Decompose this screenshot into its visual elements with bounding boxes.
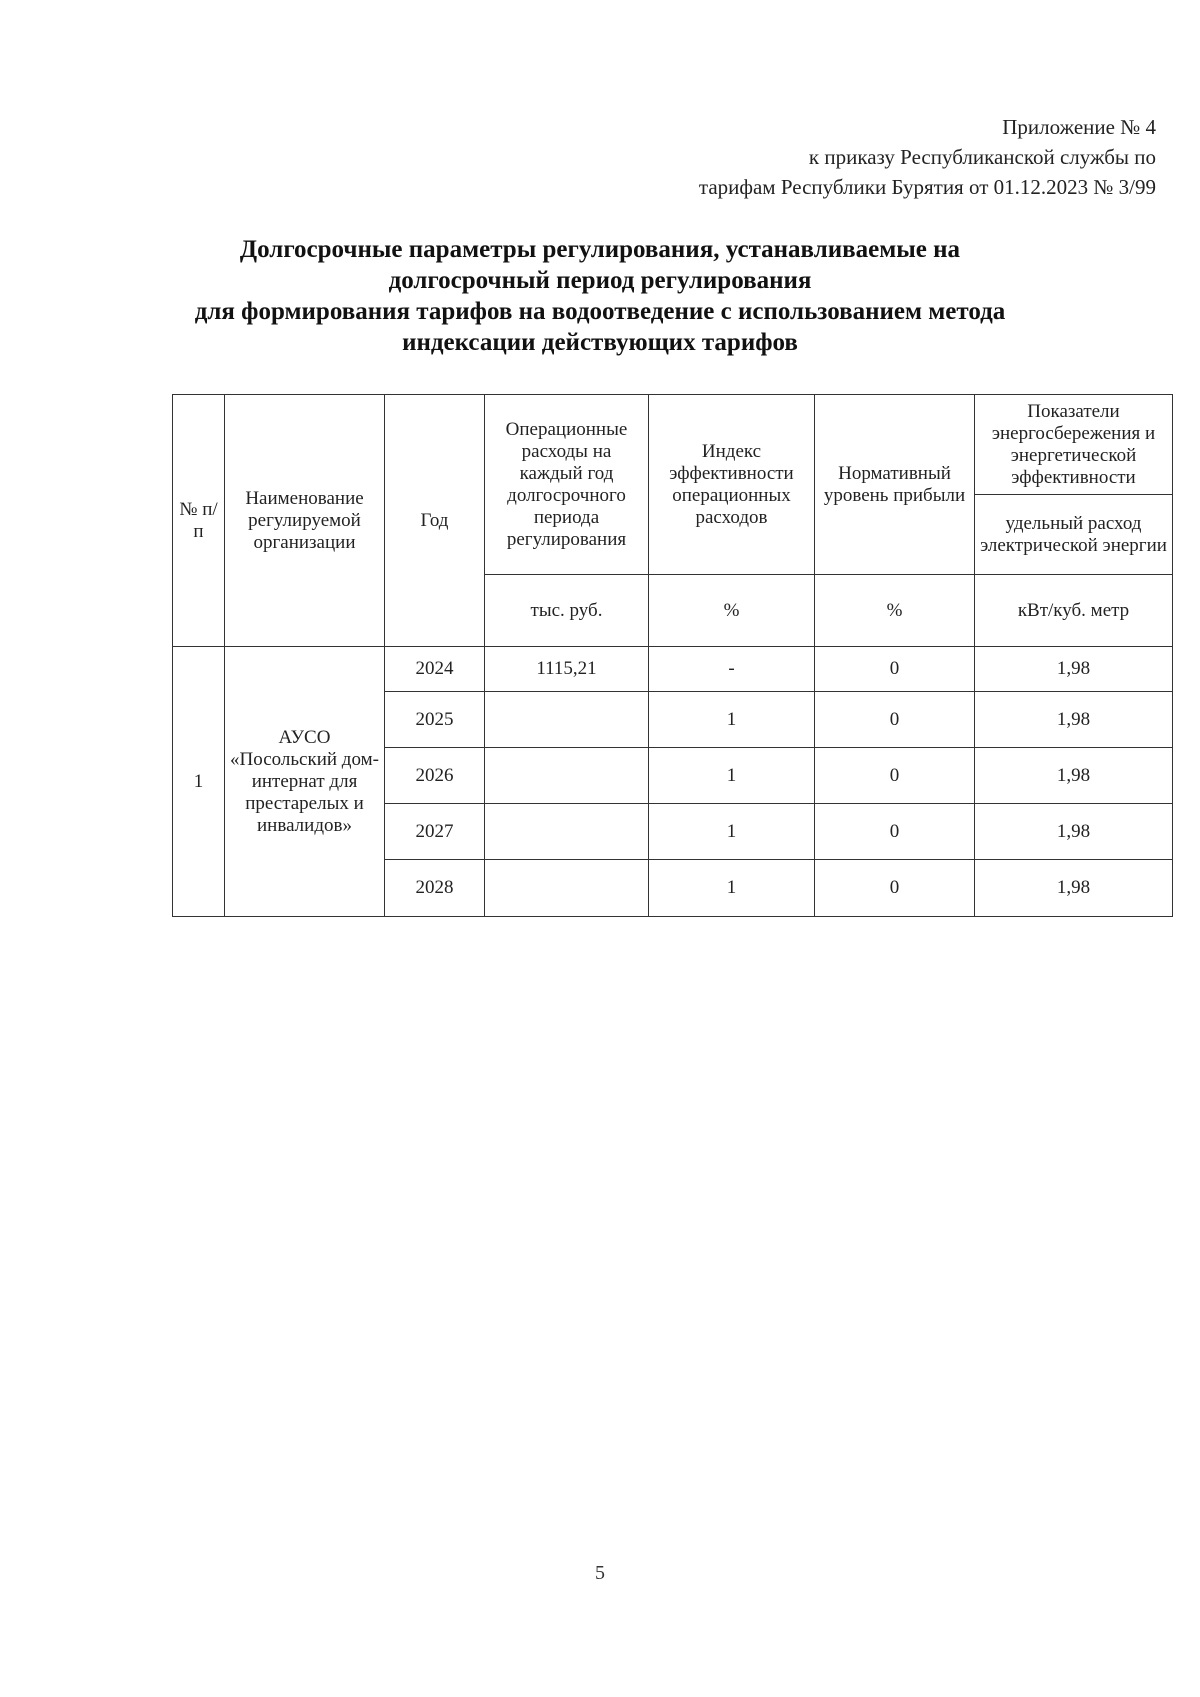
row-profit: 0	[815, 804, 975, 860]
title-line-4: индексации действующих тарифов	[402, 329, 798, 356]
header-row	[173, 395, 1173, 495]
appendix-header	[699, 112, 1156, 202]
row-year: 2025	[385, 692, 485, 748]
unit-opex: тыс. руб.	[485, 575, 649, 647]
row-opex: 1115,21	[485, 647, 649, 692]
appendix-order-line: к приказу Республиканской службы по	[808, 145, 1156, 169]
org-number: 1	[173, 647, 225, 917]
row-profit: 0	[815, 647, 975, 692]
row-opex	[485, 748, 649, 804]
row-index: 1	[649, 804, 815, 860]
row-index: 1	[649, 748, 815, 804]
org-name: АУСО «Посольский дом-интернат для престарелых и инвалидов»	[225, 647, 385, 917]
row-year: 2026	[385, 748, 485, 804]
row-year: 2024	[385, 647, 485, 692]
document-title	[150, 234, 1050, 358]
row-profit: 0	[815, 692, 975, 748]
row-year: 2028	[385, 860, 485, 917]
appendix-number: Приложение № 4	[1002, 115, 1156, 139]
unit-index: %	[649, 575, 815, 647]
appendix-order-date: тарифам Республики Бурятия от 01.12.2023 № 3/99	[698, 175, 1156, 199]
row-profit: 0	[815, 748, 975, 804]
title-line-2: долгосрочный период регулирования	[388, 267, 812, 294]
title-line-1: Долгосрочные параметры регулирования, устанавливаемые на	[239, 236, 961, 263]
row-opex	[485, 692, 649, 748]
header-energy-sub: удельный расход электрической энергии	[975, 495, 1173, 575]
unit-profit: %	[815, 575, 975, 647]
row-index: -	[649, 647, 815, 692]
header-org: Наименование регулируемой организации	[225, 395, 385, 647]
row-profit: 0	[815, 860, 975, 917]
header-num: № п/п	[173, 395, 225, 647]
header-index: Индекс эффективности операционных расходов	[649, 395, 815, 575]
row-opex	[485, 860, 649, 917]
header-profit: Нормативный уровень прибыли	[815, 395, 975, 575]
title-line-3: для формирования тарифов на водоотведение с использованием метода	[194, 298, 1006, 325]
row-energy: 1,98	[975, 748, 1173, 804]
header-energy-group: Показатели энергосбережения и энергетической эффективности	[975, 395, 1173, 495]
row-energy: 1,98	[975, 647, 1173, 692]
row-index: 1	[649, 860, 815, 917]
page-number: 5	[595, 1562, 605, 1584]
header-year: Год	[385, 395, 485, 647]
parameters-table	[172, 394, 1173, 917]
row-energy: 1,98	[975, 804, 1173, 860]
table-row	[173, 647, 1173, 692]
unit-energy: кВт/куб. метр	[975, 575, 1173, 647]
header-opex: Операционные расходы на каждый год долгосрочного периода регулирования	[485, 395, 649, 575]
row-index: 1	[649, 692, 815, 748]
row-energy: 1,98	[975, 692, 1173, 748]
row-opex	[485, 804, 649, 860]
row-year: 2027	[385, 804, 485, 860]
row-energy: 1,98	[975, 860, 1173, 917]
